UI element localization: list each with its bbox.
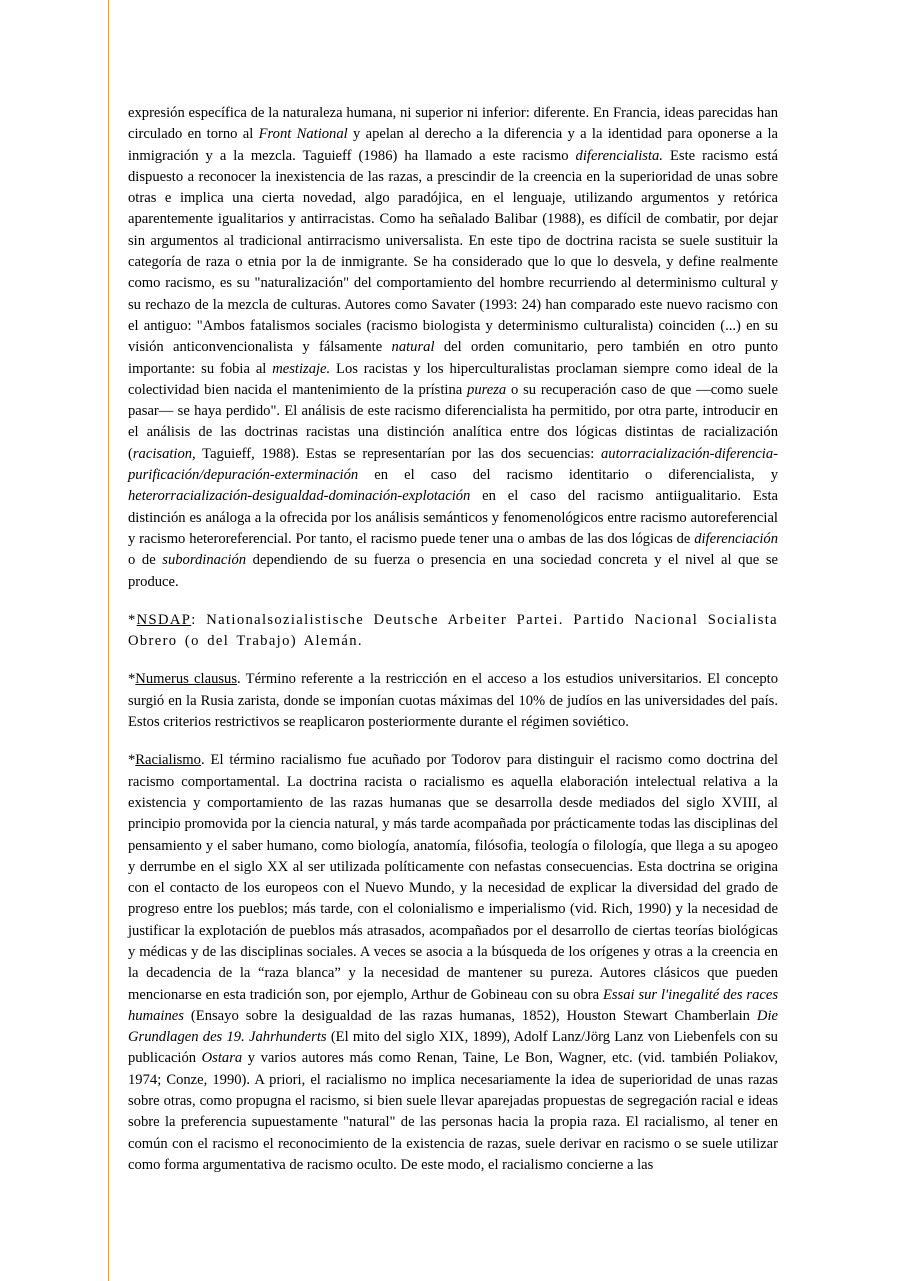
left-margin-rule [108,0,109,1281]
paragraph-1: expresión específica de la naturaleza humana, ni superior ni inferior: diferente. En Francia, ideas parecidas han circulado en torno al Front National y apelan al derecho a la diferencia y a la identidad para oponerse a la inmigración y a la mezcla. Taguieff (1986) ha llamado a este racismo diferencialista. Este racismo está dispuesto a reconocer la inexistencia de las razas, a prescindir de la creencia en la superioridad de unas sobre otras e implica una cierta novedad, algo paradójica, en el lenguaje, utilizando argumentos y retórica aparentemente igualitarios y antirracistas. Como ha señalado Balibar (1988), es difícil de combatir, por dejar sin argumentos al tradicional antirracismo universalista. En este tipo de doctrina racista se suele sustituir la categoría de raza o etnia por la de inmigrante. Se ha considerado que lo que lo desvela, y define realmente como racismo, es su "naturalización" del comportamiento del hombre recurriendo al determinismo cultural y su rechazo de la mezcla de culturas. Autores como Savater (1993: 24) han comparado este nuevo racismo con el antiguo: "Ambos fatalismos sociales (racismo biologista y determinismo culturalista) coinciden (...) en su visión anticonvencionalista y fálsamente natural del orden comunitario, pero también en otro punto importante: su fobia al mestizaje. Los racistas y los hiperculturalistas proclaman siempre como ideal de la colectividad bien nacida el mantenimiento de la prístina pureza o su recuperación caso de que —como suele pasar— se haya perdido". El análisis de este racismo diferencialista ha permitido, por otra parte, introducir en el análisis de las doctrinas racistas una distinción analítica entre dos lógicas distintas de racialización (racisation, Taguieff, 1988). Estas se representarían por las dos secuencias: autorracialización-diferencia-purificación/depuración-exterminación en el caso del racismo identitario o diferencialista, y heterorracialización-desigualdad-dominación-explotación en el caso del racismo antiigualitario. Esta distinción es análoga a la ofrecida por los análisis semánticos y fenomenológicos entre racismo autoreferencial y racismo heteroreferencial. Por tanto, el racismo puede tener una o ambas de las dos lógicas de diferenciación o de subordinación dependiendo de su fuerza o presencia en una sociedad concreta y el nivel al que se produce. [128,105,779,590]
document-body [128,103,778,1176]
paragraph-nsdap-entry: *NSDAP: Nationalsozialistische Deutsche Arbeiter Partei. Partido Nacional Socialista Obrero (o del Trabajo) Alemán. [128,611,778,650]
paragraph-racialismo-entry: *Racialismo. El término racialismo fue acuñado por Todorov para distinguir el racismo como doctrina del racismo comportamental. La doctrina racista o racialismo es aquella elaboración intelectual relativa a la existencia y comportamiento de las razas humanas que se desarrolla desde mediados del siglo XVIII, al principio promovida por la ciencia natural, y más tarde acompañada por prácticamente todas las disciplinas del pensamiento y el saber humano, como biología, anatomía, filósofia, teología o filología, que llega a su apogeo y derrumbe en el siglo XX al ser utilizada políticamente con nefastas consecuencias. Esta doctrina se origina con el contacto de los europeos con el Nuevo Mundo, y la necesidad de explicar la diversidad del grado de progreso entre los pueblos; más tarde, con el colonialismo e imperialismo (vid. Rich, 1990) y la necesidad de justificar la explotación de pueblos más atrasados, acompañados por el desarrollo de ciertas teorías biológicas y médicas y de las disciplinas sociales. A veces se asocia a la búsqueda de los orígenes y otras a la creencia en la decadencia de la “raza blanca” y la necesidad de mantener su pureza. Autores clásicos que pueden mencionarse en esta tradición son, por ejemplo, Arthur de Gobineau con su obra Essai sur l'inegalité des races humaines (Ensayo sobre la desigualdad de las razas humanas, 1852), Houston Stewart Chamberlain Die Grundlagen des 19. Jahrhunderts (El mito del siglo XIX, 1899), Adolf Lanz/Jörg Lanz von Liebenfels con su publicación Ostara y varios autores más como Renan, Taine, Le Bon, Wagner, etc. (vid. también Poliakov, 1974; Conze, 1990). A priori, el racialismo no implica necesariamente la idea de superioridad de unas razas sobre otras, como propugna el racismo, si bien suele llevar aparejadas propuestas de segregación racial e ideas sobre la preferencia supuestamente "natural" de las personas hacia la propia raza. El racialismo, al tener en común con el racismo el reconocimiento de la existencia de razas, suele derivar en racismo o se suele utilizar como forma argumentativa de racismo oculto. De este modo, el racialismo concierne a las [128,752,778,1173]
paragraph-numerus-clausus-entry: *Numerus clausus. Término referente a la restricción en el acceso a los estudios universitarios. El concepto surgió en la Rusia zarista, donde se imponían cuotas máximas del 10% de judíos en las universidades del país. Estos criterios restrictivos se reaplicaron posteriormente durante el régimen soviético. [128,671,778,731]
